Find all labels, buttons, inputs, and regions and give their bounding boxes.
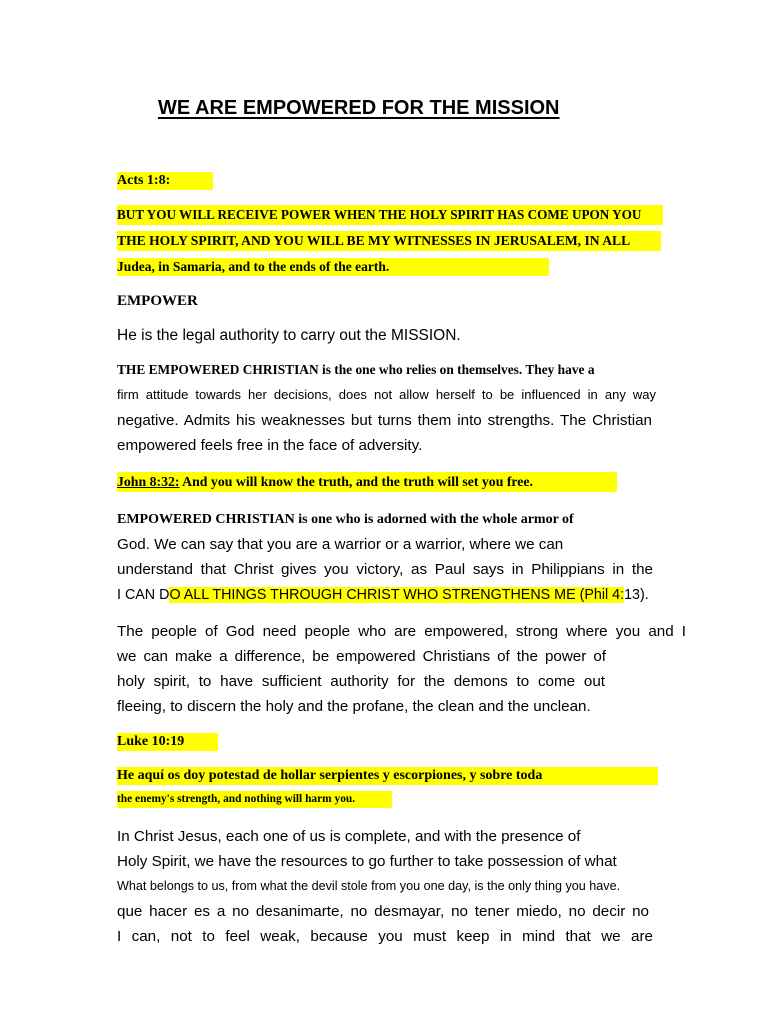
paragraph-1-line-3: negative. Admits his weaknesses but turns them into strengths. The Christian: [117, 412, 652, 429]
paragraph-1-line-1: [117, 361, 644, 379]
luke-verse-line-1-text: He aquí os doy potestad de hollar serpientes y escorpiones, y sobre toda: [117, 768, 543, 783]
acts-verse-line-1: BUT YOU WILL RECEIVE POWER WHEN THE HOLY SPIRIT HAS COME UPON YOU: [117, 205, 663, 225]
paragraph-1-line-4: empowered feels free in the face of adversity.: [117, 437, 423, 454]
paragraph-1-line-2: firm attitude towards her decisions, does not allow herself to be influenced in any way: [117, 387, 656, 402]
luke-verse-line-2-text: the enemy's strength, and nothing will harm you.: [117, 793, 356, 805]
paragraph-2-line-3: understand that Christ gives you victory, as Paul says in Philippians in the: [117, 561, 653, 578]
paragraph-2-line-4-start: I CAN D: [117, 587, 170, 603]
paragraph-4-line-1: In Christ Jesus, each one of us is complete, and with the presence of: [117, 828, 581, 845]
paragraph-4-line-3: What belongs to us, from what the devil stole from you one day, is the only thing you have.: [117, 879, 621, 893]
scripture-ref-acts-text: Acts 1:8:: [117, 173, 171, 188]
john-verse: [117, 472, 617, 492]
luke-verse-line-2: [117, 791, 392, 808]
acts-verse-line-2: THE HOLY SPIRIT, AND YOU WILL BE MY WITNESSES IN JERUSALEM, IN ALL: [117, 231, 661, 251]
paragraph-3-line-2: we can make a difference, be empowered Christians of the power of: [117, 648, 606, 665]
paragraph-3-line-1: The people of God need people who are empowered, strong where you and I: [117, 623, 686, 640]
section-heading-empower: EMPOWER: [117, 293, 198, 309]
acts-verse-line-3: [117, 258, 549, 276]
acts-verse-line-3-text: Judea, in Samaria, and to the ends of the earth.: [117, 259, 390, 274]
paragraph-2-lead: EMPOWERED CHRISTIAN: [117, 512, 295, 527]
paragraph-4-line-4: que hacer es a no desanimarte, no desmayar, no tener miedo, no decir no: [117, 903, 649, 920]
scripture-ref-luke: [117, 733, 218, 751]
paragraph-4-line-5: I can, not to feel weak, because you must keep in mind that we are: [117, 928, 653, 945]
philippians-highlight: O ALL THINGS THROUGH CHRIST WHO STRENGTHENS ME (Phil 4:: [169, 587, 625, 603]
paragraph-1-lead: THE EMPOWERED CHRISTIAN: [117, 362, 319, 377]
scripture-ref-luke-text: Luke 10:19: [117, 734, 185, 749]
paragraph-2-line-1: [117, 511, 574, 529]
paragraph-1-line-1-rest: is the one who relies on themselves. They have a: [318, 362, 595, 377]
scripture-ref-acts: [117, 172, 213, 190]
document-title: WE ARE EMPOWERED FOR THE MISSION: [158, 97, 560, 119]
paragraph-2-line-2: God. We can say that you are a warrior or a warrior, where we can: [117, 536, 564, 553]
paragraph-3-line-4: fleeing, to discern the holy and the profane, the clean and the unclean.: [117, 698, 591, 715]
empower-definition: He is the legal authority to carry out the MISSION.: [117, 327, 461, 344]
paragraph-4-line-2: Holy Spirit, we have the resources to go further to take possession of what: [117, 853, 617, 870]
luke-verse-line-1: [117, 767, 658, 785]
paragraph-2-line-1-rest: is one who is adorned with the whole armor of: [294, 512, 574, 527]
paragraph-3-line-3: holy spirit, to have sufficient authority for the demons to come out: [117, 673, 605, 690]
john-text: And you will know the truth, and the truth will set you free.: [179, 474, 533, 489]
john-ref: John 8:32:: [117, 474, 180, 489]
paragraph-2-line-4-end: 13).: [624, 587, 649, 603]
paragraph-2-line-4: [117, 585, 649, 605]
